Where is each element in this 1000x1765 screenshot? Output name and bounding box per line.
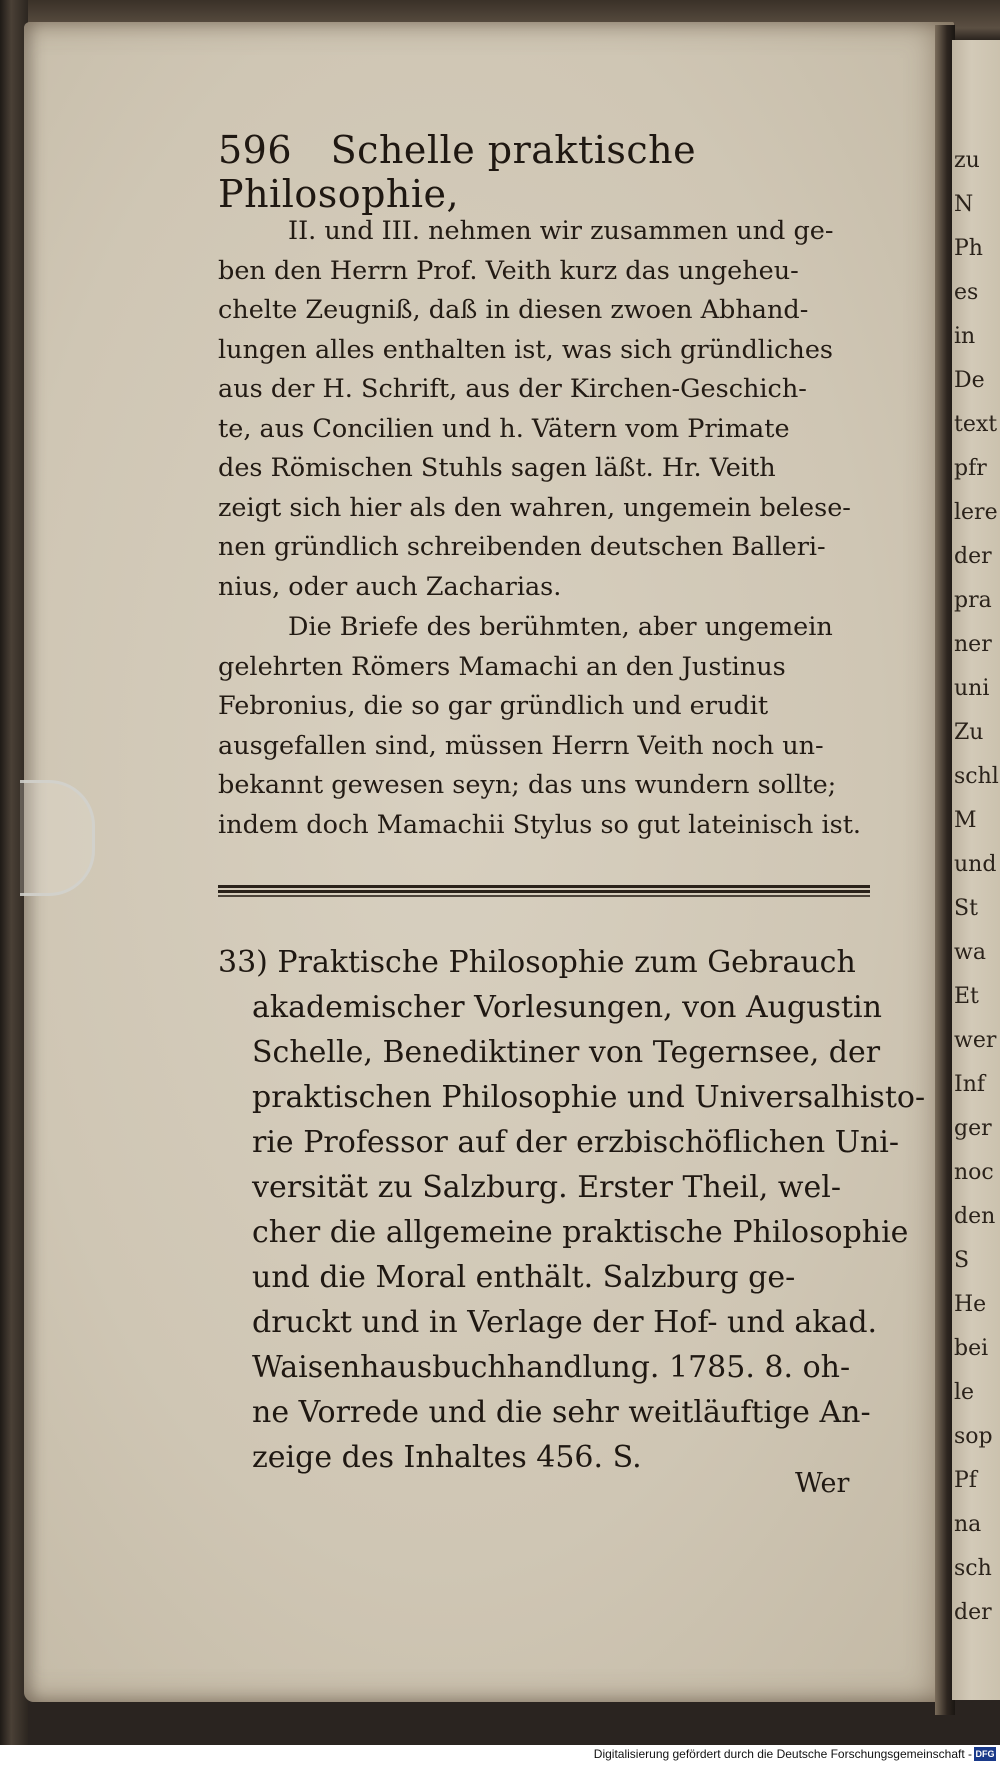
facing-page-word: na [954,1512,982,1537]
facing-page-word: in [954,324,976,349]
paragraph-mamachi [218,608,878,845]
facing-page-word: Et [954,984,979,1009]
entry-line: und die Moral enthält. Salzburg ge- [252,1260,796,1295]
entry-line: rie Professor auf der erzbischöflichen Uni- [252,1125,900,1160]
entry-line: praktischen Philosophie und Universalhisto- [252,1080,926,1115]
facing-page-word: He [954,1292,987,1317]
catchword: Wer [795,1468,850,1499]
facing-page-word: le [954,1380,975,1405]
page-number: 596 [218,128,293,172]
facing-page-word: der [954,544,992,569]
facing-page-word: schl [954,764,999,789]
text-line: aus der H. Schrift, aus der Kirchen-Geschich- [218,374,807,404]
text-line: bekannt gewesen seyn; das uns wundern sollte; [218,770,837,800]
running-title: Schelle praktische Philosophie, [218,128,697,216]
facing-page-word: sop [954,1424,993,1449]
entry-line: cher die allgemeine praktische Philosophie [252,1215,909,1250]
facing-page-word: lere [954,500,998,525]
facing-page-word: uni [954,676,990,701]
text-line: II. und III. nehmen wir zusammen und ge- [288,216,834,246]
facing-page-word: text [954,412,998,437]
text-line: nen gründlich schreibenden deutschen Balleri- [218,532,826,562]
entry-line: Schelle, Benediktiner von Tegernsee, der [252,1035,881,1070]
text-line: des Römischen Stuhls sagen läßt. Hr. Veith [218,453,776,483]
facing-page-word: ger [954,1116,992,1141]
facing-page-word: ner [954,632,992,657]
facing-page-word: wer [954,1028,997,1053]
text-line: te, aus Concilien und h. Vätern vom Primate [218,413,790,444]
text-line: nius, oder auch Zacharias. [218,571,562,602]
facing-page-word: N [954,192,974,217]
digitization-credit: Digitalisierung gefördert durch die Deutsche Forschungsgemeinschaft - [593,1747,972,1761]
facing-page-word: es [954,280,979,305]
facing-page-fragment [952,40,1000,1700]
entry-line: zeige des Inhaltes 456. S. [252,1440,642,1475]
entry-line: Waisenhausbuchhandlung. 1785. 8. oh- [252,1350,851,1385]
facing-page-word: De [954,368,985,393]
text-line: lungen alles enthalten ist, was sich gründliches [218,334,834,365]
facing-page-word: pfr [954,456,987,481]
text-line: zeigt sich hier als den wahren, ungemein belese- [218,492,851,523]
facing-page-word: Zu [954,720,984,745]
text-line: ben den Herrn Prof. Veith kurz das ungeheu- [218,255,799,286]
facing-page-word: Ph [954,236,983,261]
facing-page-word: zu [954,148,980,173]
entry-line: 33) Praktische Philosophie zum Gebrauch [218,945,856,980]
text-line: ausgefallen sind, müssen Herrn Veith noch un- [218,730,824,761]
entry-line: versität zu Salzburg. Erster Theil, wel- [252,1170,842,1205]
facing-page-word: den [954,1204,996,1229]
facing-page-word: pra [954,588,992,613]
running-header [218,128,858,216]
entry-line: akademischer Vorlesungen, von Augustin [252,990,882,1025]
facing-page-word: St [954,896,978,921]
facing-page-word: noc [954,1160,994,1185]
facing-page-word: sch [954,1556,992,1581]
text-line: indem doch Mamachii Stylus so gut lateinisch ist. [218,809,862,840]
entry-line: druckt und in Verlage der Hof- und akad. [252,1305,878,1340]
text-line: gelehrten Römers Mamachi an den Justinus [218,651,786,682]
facing-page-word: wa [954,940,986,965]
facing-page-word: der [954,1600,992,1625]
text-line: chelte Zeugniß, daß in diesen zwoen Abhand- [218,295,809,325]
facing-page-word: M [954,808,977,833]
facing-page-word: bei [954,1336,989,1361]
facing-page-word: Pf [954,1468,977,1493]
dfg-logo: DFG [975,1749,995,1759]
review-entry-33 [218,940,926,1480]
page-clip [20,780,95,896]
paragraph-veith [218,212,878,607]
section-divider-rule [218,885,870,899]
text-line: Die Briefe des berühmten, aber ungemein [288,612,833,642]
text-line: Febronius, die so gar gründlich und erudit [218,691,769,721]
facing-page-word: S [954,1248,970,1273]
entry-line: ne Vorrede und die sehr weitläuftige An- [252,1395,871,1430]
facing-page-word: und [954,852,997,877]
facing-page-word: Inf [954,1072,986,1097]
